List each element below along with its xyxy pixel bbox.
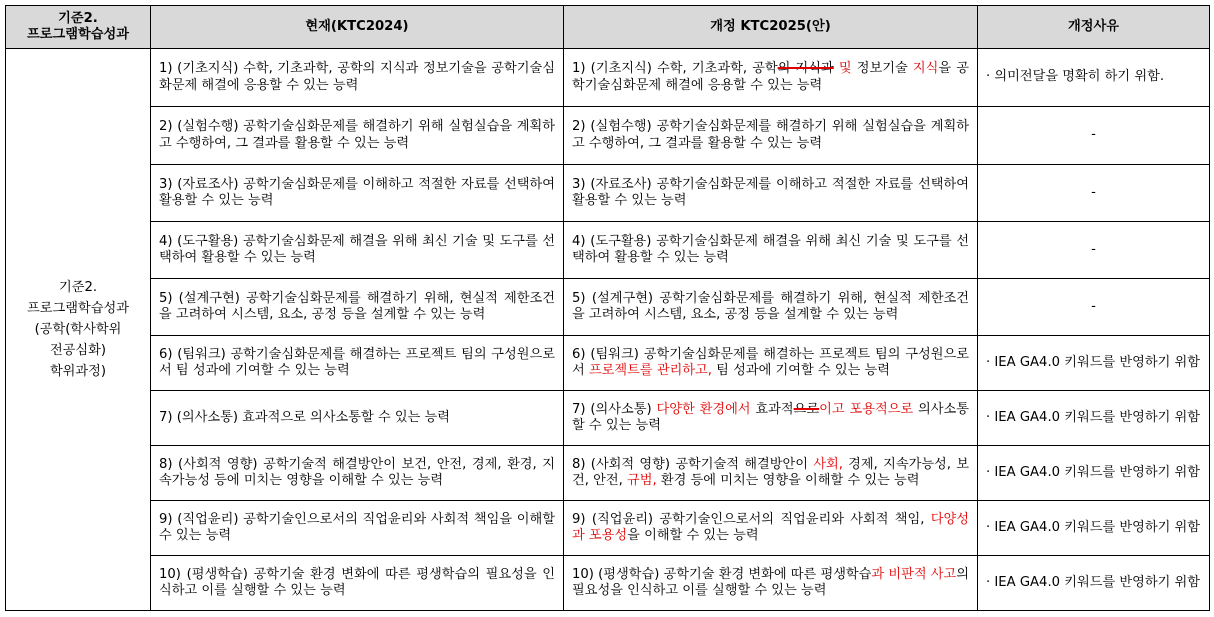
deleted-text: 의 지식과 — [777, 61, 834, 77]
current-cell: 7) (의사소통) 효과적으로 의사소통할 수 있는 능력 — [151, 391, 564, 446]
reason-cell: · IEA GA4.0 키워드를 반영하기 위함 — [978, 556, 1210, 611]
ktc-revision-table — [5, 5, 1210, 611]
revised-text: 6) (팀워크) 공학기술심화문제를 해결하는 프로젝트 팀의 구성원으로서 — [572, 346, 969, 378]
revised-text: 정보기술 — [851, 61, 913, 77]
table-row — [6, 49, 1210, 107]
revised-text: 을 이해할 수 있는 능력 — [627, 528, 759, 543]
revised-text: 의사소통할 수 있는 능력 — [572, 401, 970, 433]
revised-cell — [564, 336, 978, 391]
current-cell: 10) (평생학습) 공학기술 환경 변화에 따른 평생학습의 필요성을 인식하고 이를 실행할 수 있는 능력 — [151, 556, 564, 611]
revised-text: 경제, 지속가능성, 보건, 안전, — [572, 456, 969, 488]
current-cell: 6) (팀워크) 공학기술심화문제를 해결하는 프로젝트 팀의 구성원으로서 팀 성과에 기여할 수 있는 능력 — [151, 336, 564, 391]
revised-text: 5) (설계구현) 공학기술심화문제를 해결하기 위해, 현실적 제한조건을 고려하여 시스템, 요소, 공정 등을 설계할 수 있는 능력 — [572, 290, 969, 322]
category-cell — [6, 49, 151, 611]
header-criterion-line: 기준2. — [58, 10, 98, 26]
inserted-text: 다양한 환경에서 — [656, 401, 751, 417]
revised-cell — [564, 279, 978, 336]
revised-text: 환경 등에 미치는 영향을 이해할 수 있는 능력 — [656, 473, 920, 488]
revised-text: 의 필요성을 인식하고 이를 실행할 수 있는 능력 — [572, 566, 969, 598]
category-line: 프로그램학습성과 — [27, 301, 129, 316]
reason-cell: - — [978, 165, 1210, 222]
table-row — [6, 279, 1210, 336]
header-reason: 개정사유 — [978, 6, 1210, 49]
header-current: 현재(KTC2024) — [151, 6, 564, 49]
inserted-text: 규범, — [627, 473, 657, 488]
inserted-text: 사회, — [813, 456, 843, 472]
revised-text: 2) (실험수행) 공학기술심화문제를 해결하기 위해 실험실습을 계획하고 수행하여, 그 결과를 활용할 수 있는 능력 — [572, 119, 969, 151]
reason-cell: · IEA GA4.0 키워드를 반영하기 위함 — [978, 501, 1210, 556]
reason-cell: · IEA GA4.0 키워드를 반영하기 위함 — [978, 336, 1210, 391]
revised-cell — [564, 446, 978, 501]
current-cell: 5) (설계구현) 공학기술심화문제를 해결하기 위해, 현실적 제한조건을 고려하여 시스템, 요소, 공정 등을 설계할 수 있는 능력 — [151, 279, 564, 336]
reason-cell: · IEA GA4.0 키워드를 반영하기 위함 — [978, 391, 1210, 446]
revised-text: 7) (의사소통) — [572, 401, 657, 417]
table-row — [6, 556, 1210, 611]
reason-cell: · 의미전달을 명확히 하기 위함. — [978, 49, 1210, 107]
revised-cell — [564, 501, 978, 556]
revised-text: 9) (직업윤리) 공학기술인으로서의 직업윤리와 사회적 책임, — [572, 511, 931, 527]
category-line: (공학(학사학위 — [34, 322, 122, 337]
category-line: 기준2. — [58, 280, 98, 295]
inserted-text: 과 비판적 사고 — [871, 566, 957, 582]
revised-text: 효과적 — [750, 401, 794, 417]
current-cell: 9) (직업윤리) 공학기술인으로서의 직업윤리와 사회적 책임을 이해할 수 있는 능력 — [151, 501, 564, 556]
revised-cell — [564, 49, 978, 107]
revised-cell — [564, 222, 978, 279]
header-revised: 개정 KTC2025(안) — [564, 6, 978, 49]
revised-cell — [564, 107, 978, 165]
revised-text: 4) (도구활용) 공학기술심화문제 해결을 위해 최신 기술 및 도구를 선택하여 활용할 수 있는 능력 — [572, 233, 969, 265]
category-line: 학위과정) — [49, 364, 107, 379]
inserted-text: 이고 포용적으로 — [819, 401, 914, 417]
reason-cell: - — [978, 222, 1210, 279]
current-cell: 3) (자료조사) 공학기술심화문제를 이해하고 적절한 자료를 선택하여 활용할 수 있는 능력 — [151, 165, 564, 222]
current-cell: 2) (실험수행) 공학기술심화문제를 해결하기 위해 실험실습을 계획하고 수행하여, 그 결과를 활용할 수 있는 능력 — [151, 107, 564, 165]
header-criterion-line: 프로그램학습성과 — [27, 27, 129, 42]
table-row — [6, 107, 1210, 165]
table-row — [6, 391, 1210, 446]
revised-text: 3) (자료조사) 공학기술심화문제를 이해하고 적절한 자료를 선택하여 활용할 수 있는 능력 — [572, 176, 969, 208]
revised-text: 10) (평생학습) 공학기술 환경 변화에 따른 평생학습 — [572, 566, 872, 582]
revised-text: 1) (기초지식) 수학, 기초과학, 공학 — [572, 61, 778, 77]
current-cell: 1) (기초지식) 수학, 기초과학, 공학의 지식과 정보기술을 공학기술심화문제 해결에 응용할 수 있는 능력 — [151, 49, 564, 107]
inserted-text: 지식 — [912, 61, 939, 77]
revised-cell — [564, 556, 978, 611]
inserted-text: 및 — [838, 61, 852, 77]
inserted-text: 다양성과 포용성 — [572, 511, 969, 543]
revised-cell — [564, 165, 978, 222]
table-row — [6, 336, 1210, 391]
revised-text: 8) (사회적 영향) 공학기술적 해결방안이 — [572, 456, 814, 472]
header-row — [6, 6, 1210, 49]
revised-cell — [564, 391, 978, 446]
reason-cell: · IEA GA4.0 키워드를 반영하기 위함 — [978, 446, 1210, 501]
reason-cell: - — [978, 107, 1210, 165]
category-line: 전공심화) — [49, 343, 107, 358]
revised-text: 팀 성과에 기여할 수 있는 능력 — [711, 363, 891, 378]
table-row — [6, 165, 1210, 222]
header-criterion — [6, 6, 151, 49]
table-row — [6, 222, 1210, 279]
current-cell: 4) (도구활용) 공학기술심화문제 해결을 위해 최신 기술 및 도구를 선택하여 활용할 수 있는 능력 — [151, 222, 564, 279]
deleted-text: 으로 — [793, 401, 820, 417]
inserted-text: 프로젝트를 관리하고, — [588, 363, 712, 378]
revised-text: 을 공학기술심화문제 해결에 응용할 수 있는 능력 — [572, 61, 969, 93]
reason-cell: - — [978, 279, 1210, 336]
table-row — [6, 501, 1210, 556]
table-row — [6, 446, 1210, 501]
current-cell: 8) (사회적 영향) 공학기술적 해결방안이 보건, 안전, 경제, 환경, 지속가능성 등에 미치는 영향을 이해할 수 있는 능력 — [151, 446, 564, 501]
